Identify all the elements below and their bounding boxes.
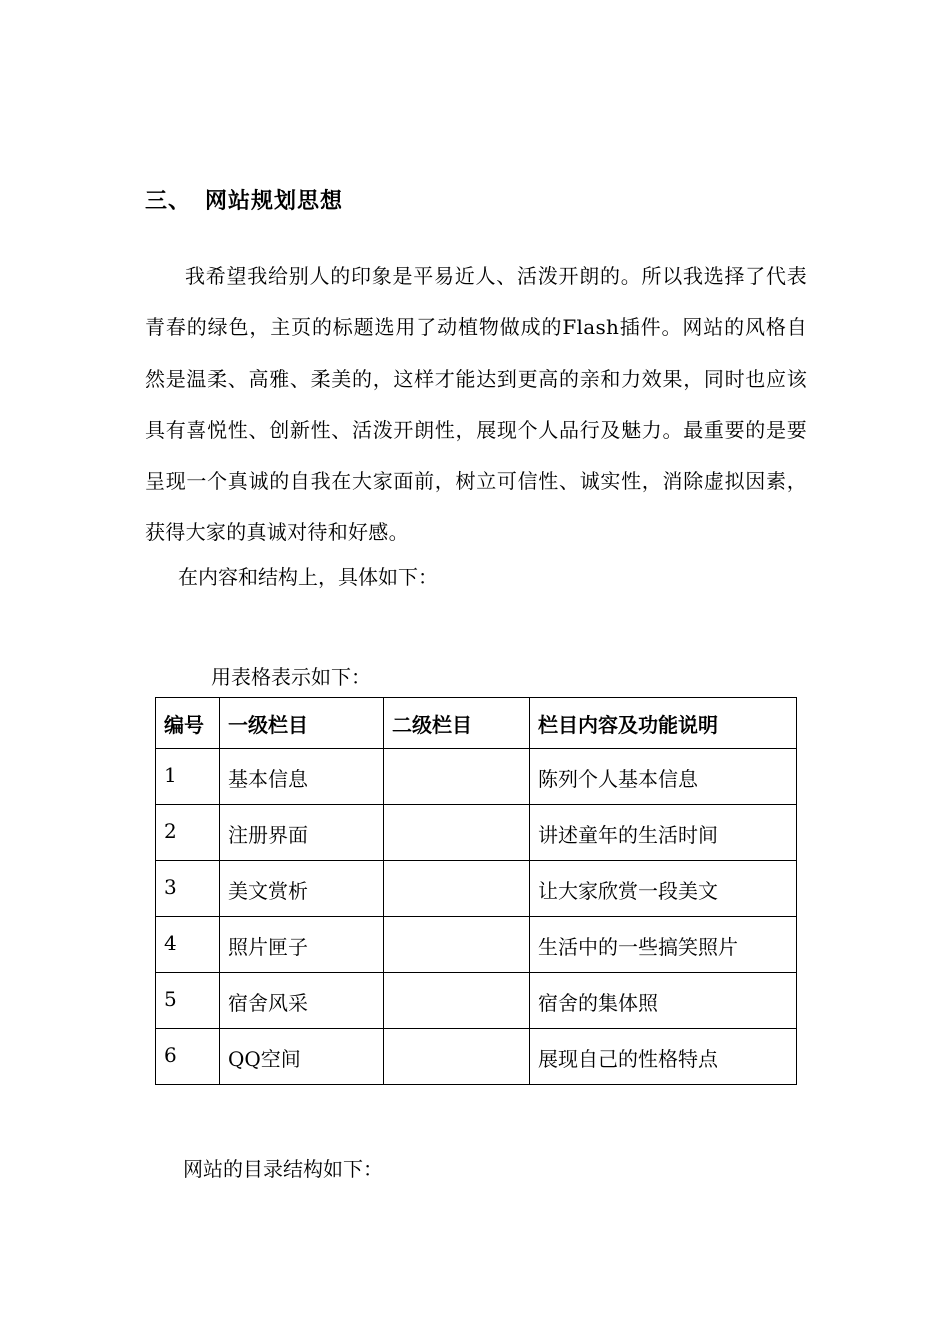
- cell-level1: 注册界面: [220, 805, 384, 861]
- table-header-row: [156, 698, 797, 749]
- cell-level1: 照片匣子: [220, 917, 384, 973]
- table-row: [156, 917, 797, 973]
- cell-number: 5: [156, 973, 220, 1029]
- section-number: 三、: [145, 188, 192, 214]
- cell-number: 1: [156, 749, 220, 805]
- header-cell-description: 栏目内容及功能说明: [530, 698, 797, 749]
- table-row: [156, 1029, 797, 1085]
- cell-level2: [384, 917, 530, 973]
- cell-description: 陈列个人基本信息: [530, 749, 797, 805]
- cell-level1: QQ空间: [220, 1029, 384, 1085]
- cell-description: 宿舍的集体照: [530, 973, 797, 1029]
- table-row: [156, 805, 797, 861]
- cell-description: 生活中的一些搞笑照片: [530, 917, 797, 973]
- table-row: [156, 973, 797, 1029]
- cell-number: 2: [156, 805, 220, 861]
- cell-level2: [384, 1029, 530, 1085]
- cell-level2: [384, 861, 530, 917]
- table-row: [156, 861, 797, 917]
- cell-description: 讲述童年的生活时间: [530, 805, 797, 861]
- cell-description: 展现自己的性格特点: [530, 1029, 797, 1085]
- intro-text: 在内容和结构上，具体如下：: [178, 565, 438, 589]
- directory-caption: 网站的目录结构如下：: [183, 1157, 383, 1181]
- table-caption: 用表格表示如下：: [211, 665, 371, 689]
- header-cell-level2: 二级栏目: [384, 698, 530, 749]
- cell-level2: [384, 805, 530, 861]
- section-heading: [145, 184, 343, 215]
- cell-description: 让大家欣赏一段美文: [530, 861, 797, 917]
- header-cell-level1: 一级栏目: [220, 698, 384, 749]
- table-row: [156, 749, 797, 805]
- cell-level1: 宿舍风采: [220, 973, 384, 1029]
- cell-level1: 美文赏析: [220, 861, 384, 917]
- cell-level2: [384, 749, 530, 805]
- cell-number: 4: [156, 917, 220, 973]
- cell-level2: [384, 973, 530, 1029]
- cell-number: 6: [156, 1029, 220, 1085]
- header-cell-number: 编号: [156, 698, 220, 749]
- section-title: 网站规划思想: [205, 188, 344, 214]
- cell-level1: 基本信息: [220, 749, 384, 805]
- body-paragraph: 我希望我给别人的印象是平易近人、活泼开朗的。所以我选择了代表青春的绿色，主页的标题选用了动植物做成的Flash插件。网站的风格自然是温柔、高雅、柔美的，这样才能达到更高的亲和力效果，同时也应该具有喜悦性、创新性、活泼开朗性，展现个人品行及魅力。最重要的是要呈现一个真诚的自我在大家面前，树立可信性、诚实性，消除虚拟因素，获得大家的真诚对待和好感。: [145, 264, 807, 545]
- cell-number: 3: [156, 861, 220, 917]
- site-plan-table: [155, 697, 797, 1085]
